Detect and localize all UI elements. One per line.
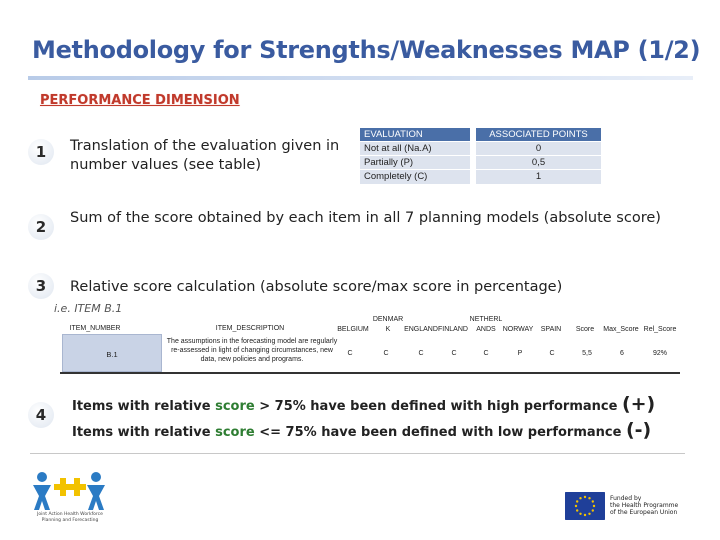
evaluation-cell: Completely (C): [360, 170, 470, 184]
section-heading: PERFORMANCE DIMENSION: [40, 93, 240, 108]
cell-max-score: 6: [620, 350, 624, 357]
plus-symbol: (+): [621, 393, 656, 415]
cell-spain: C: [549, 350, 555, 357]
evaluation-table-header: [360, 128, 601, 142]
points-cell: 0: [476, 142, 601, 156]
cell-finland: C: [451, 350, 457, 357]
cell-norway: P: [517, 350, 523, 357]
header-score: Score: [575, 326, 595, 333]
cell-denmark: C: [383, 350, 389, 357]
header-max-score: Max_Score: [603, 326, 639, 333]
points-header: ASSOCIATED POINTS: [476, 128, 601, 142]
header-item-number: ITEM_NUMBER: [69, 325, 121, 332]
points-cell: 1: [476, 170, 601, 184]
header-rel-score: Rel_Score: [643, 326, 677, 333]
step-3-text: Relative score calculation (absolute score/max score in percentage): [70, 279, 563, 295]
header-netherlands-line1: NETHERL: [469, 316, 503, 323]
eu-flag-icon: [565, 492, 605, 520]
header-netherlands-line2: ANDS: [476, 326, 496, 333]
step-number-2: 2: [28, 214, 54, 240]
step-number-3: 3: [28, 273, 54, 299]
item-description-cell: The assumptions in the forecasting model are regularly re-assessed in light of changing circumstances, new data, new policies and programs.: [166, 338, 338, 363]
minus-symbol: (-): [625, 419, 652, 441]
table-row: [360, 142, 601, 156]
conclusion-low-performance: Items with relative score <= 75% have been defined with low performance (-): [72, 419, 652, 441]
step-number-1: 1: [28, 139, 54, 165]
header-denmark-line1: DENMAR: [372, 316, 404, 323]
header-denmark-line2: K: [385, 326, 391, 333]
joint-action-logo-icon: [30, 468, 110, 534]
keyword-score: score: [215, 425, 255, 440]
title-underline: [28, 76, 693, 80]
cell-rel-score: 92%: [652, 350, 667, 357]
logo-caption: Joint Action Health Workforce Planning and Forecasting: [37, 512, 103, 523]
example-label: i.e. ITEM B.1: [54, 302, 123, 315]
eu-funding-text: Funded by the Health Programme of the European Union: [610, 495, 679, 516]
slide-title: Methodology for Strengths/Weaknesses MAP (1/2): [32, 36, 701, 64]
keyword-score: score: [215, 399, 255, 414]
table-row: [360, 170, 601, 184]
cell-belgium: C: [347, 350, 353, 357]
table-row: [360, 156, 601, 170]
evaluation-cell: Partially (P): [360, 156, 470, 170]
points-cell: 0,5: [476, 156, 601, 170]
header-finland: FINLAND: [438, 326, 468, 333]
step-1-text: Translation of the evaluation given in number values (see table): [70, 138, 340, 173]
header-belgium: BELGIUM: [337, 326, 369, 333]
step-number-4: 4: [28, 402, 54, 428]
cell-england: C: [418, 350, 424, 357]
item-number-value: B.1: [106, 350, 118, 359]
item-example-table: [60, 316, 680, 374]
conclusion-high-performance: Items with relative score > 75% have been defined with high performance (+): [72, 393, 656, 415]
footer-divider: [30, 453, 685, 454]
evaluation-cell: Not at all (Na.A): [360, 142, 470, 156]
item-number-cell: [62, 334, 162, 372]
header-norway: NORWAY: [502, 326, 534, 333]
evaluation-table: [360, 128, 601, 184]
step-2-text: Sum of the score obtained by each item in all 7 planning models (absolute score): [70, 210, 661, 226]
cell-score: 5,5: [582, 350, 592, 357]
cell-netherlands: C: [483, 350, 489, 357]
header-denmark: [370, 316, 406, 334]
evaluation-header: EVALUATION: [360, 128, 470, 142]
header-england: ENGLAND: [404, 326, 438, 333]
header-spain: SPAIN: [540, 326, 562, 333]
header-item-description: ITEM_DESCRIPTION: [215, 325, 285, 332]
